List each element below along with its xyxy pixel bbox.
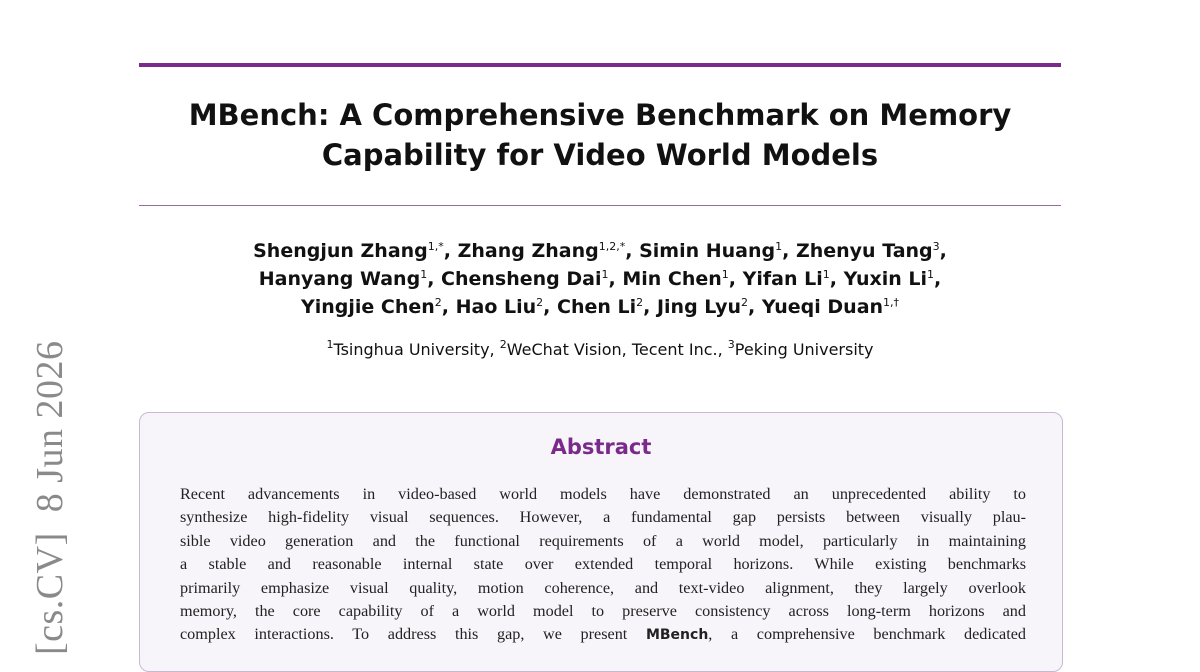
author-sup: 1 <box>822 268 830 281</box>
title-rule <box>139 205 1061 206</box>
author-line-1: Shengjun Zhang$^{1,*}$, Zhang Zhang$^{1,2,*}$, Simin Huang$^1$, Zhenyu Tang$^3$, <box>253 240 947 262</box>
affiliations: $^1$Tsinghua University, $^2$WeChat Vision, Tecent Inc., $^3$Peking University <box>326 338 874 359</box>
author-name: Chensheng Dai <box>441 268 602 290</box>
affiliation-name: Tsinghua University <box>333 340 490 359</box>
author-name: Zhenyu Tang <box>795 240 933 262</box>
author-sup: 1,† <box>883 296 900 309</box>
author-name: Yingjie Chen <box>300 296 435 318</box>
top-rule <box>139 63 1061 67</box>
abstract-box <box>139 412 1063 672</box>
author-name: Simin Huang <box>639 240 776 262</box>
affiliation-sup: 3 <box>727 338 735 351</box>
author-name: Hanyang Wang <box>258 268 421 290</box>
author-sup: 2 <box>434 296 442 309</box>
author-name: Yifan Li <box>742 268 823 290</box>
arxiv-date: 8 Jun 2026 <box>29 340 71 513</box>
abstract-line-last <box>180 623 1026 647</box>
author-sup: 2 <box>636 296 644 309</box>
abstract-line: a stable and reasonable internal state over extended temporal horizons. While existing benchmarks <box>180 555 1026 574</box>
abstract-line: synthesize high-fidelity visual sequences. However, a fundamental gap persists between visually plau- <box>180 508 1026 527</box>
affiliation-name: Peking University <box>734 340 874 359</box>
author-sup: 1 <box>775 240 783 253</box>
author-name: Jing Lyu <box>656 296 742 318</box>
author-name: Yuxin Li <box>843 268 928 290</box>
abstract-text-segment: complex interactions. To address this gap, we present <box>180 625 628 644</box>
paper-title <box>139 95 1061 175</box>
author-name: Shengjun Zhang <box>253 240 428 262</box>
author-sup: 1 <box>420 268 428 281</box>
title-line-1: MBench: A Comprehensive Benchmark on Memory <box>188 98 1012 132</box>
title-line-2: Capability for Video World Models <box>321 138 879 172</box>
author-sup: 1,* <box>427 240 444 253</box>
author-name: Hao Liu <box>455 296 537 318</box>
abstract-text-segment: , a comprehensive benchmark dedicated <box>708 625 1026 644</box>
abstract-line: memory, the core capability of a world model to preserve consistency across long-term horizons and <box>180 602 1026 621</box>
arxiv-category: [cs.CV] <box>29 532 71 655</box>
author-name: Zhang Zhang <box>457 240 599 262</box>
author-sup: 1 <box>721 268 729 281</box>
affiliation-name: WeChat Vision, Tecent Inc. <box>506 340 718 359</box>
author-list <box>139 237 1061 321</box>
abstract-line: primarily emphasize visual quality, motion coherence, and text-video alignment, they largely overlook <box>180 578 1026 597</box>
author-sup: 2 <box>536 296 544 309</box>
abstract-line: sible video generation and the functional requirements of a world model, particularly in maintaining <box>180 531 1026 550</box>
author-sup: 2 <box>741 296 749 309</box>
affiliation-sup: 1 <box>326 338 334 351</box>
author-name: Yueqi Duan <box>761 296 884 318</box>
affiliation-sup: 2 <box>499 338 507 351</box>
abstract-text <box>180 483 1026 648</box>
author-line-2: Hanyang Wang$^1$, Chensheng Dai$^1$, Min Chen$^1$, Yifan Li$^1$, Yuxin Li$^1$, <box>258 268 942 290</box>
benchmark-name: MBench <box>645 627 709 644</box>
abstract-line: Recent advancements in video-based world models have demonstrated an unprecedented ability to <box>180 485 1026 503</box>
author-sup: 1,2,* <box>598 240 626 253</box>
author-line-3: Yingjie Chen$^2$, Hao Liu$^2$, Chen Li$^2$, Jing Lyu$^2$, Yueqi Duan$^{1,\dagger}$ <box>300 296 900 318</box>
author-name: Min Chen <box>622 268 722 290</box>
author-sup: 1 <box>601 268 609 281</box>
author-name: Chen Li <box>557 296 637 318</box>
author-sup: 3 <box>932 240 940 253</box>
abstract-heading: Abstract <box>550 435 652 459</box>
arxiv-stamp <box>28 320 72 655</box>
author-sup: 1 <box>927 268 935 281</box>
